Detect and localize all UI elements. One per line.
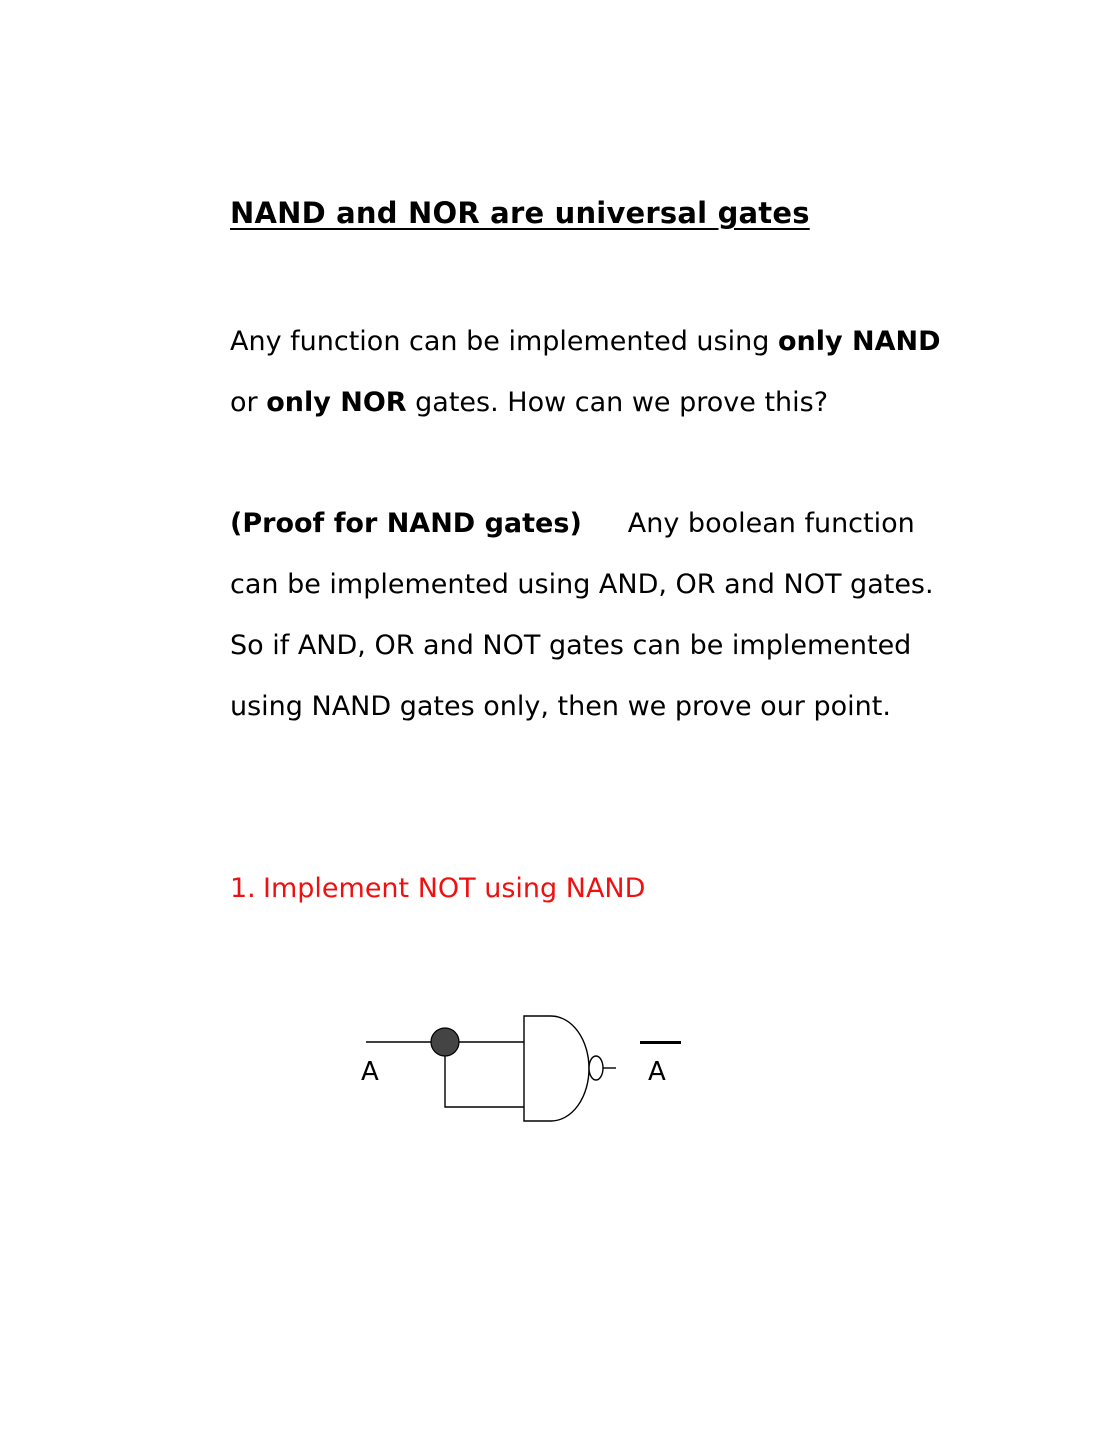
feedback-wire <box>445 1042 524 1107</box>
intro-line-1 <box>230 326 940 357</box>
intro-line-1-text: Any function can be implemented using <box>230 326 778 357</box>
proof-line-1-text: Any boolean function <box>627 508 915 539</box>
input-label-a: A <box>361 1057 379 1087</box>
nand-gate-body <box>524 1016 589 1121</box>
proof-line-4: using NAND gates only, then we prove our point. <box>230 691 891 722</box>
proof-line-2: can be implemented using AND, OR and NOT gates. <box>230 569 934 600</box>
proof-label: (Proof for NAND gates) <box>230 508 582 539</box>
intro-line-2-suffix: gates. How can we prove this? <box>406 387 829 418</box>
inversion-bubble <box>589 1056 603 1080</box>
proof-line-3: So if AND, OR and NOT gates can be implemented <box>230 630 912 661</box>
only-nor-emphasis: only NOR <box>266 387 407 418</box>
junction-dot <box>431 1028 459 1056</box>
proof-line-1 <box>230 508 915 539</box>
output-label-a-bar: A <box>648 1057 666 1087</box>
intro-line-2 <box>230 387 828 418</box>
step-1-heading <box>230 873 645 904</box>
negation-overbar <box>640 1041 681 1044</box>
intro-line-2-prefix: or <box>230 387 267 418</box>
step-1-text: Implement NOT using NAND <box>263 873 646 904</box>
step-1-number: 1. <box>230 873 256 904</box>
only-nand-emphasis: only NAND <box>777 326 941 357</box>
page-title: NAND and NOR are universal gates <box>230 196 810 230</box>
